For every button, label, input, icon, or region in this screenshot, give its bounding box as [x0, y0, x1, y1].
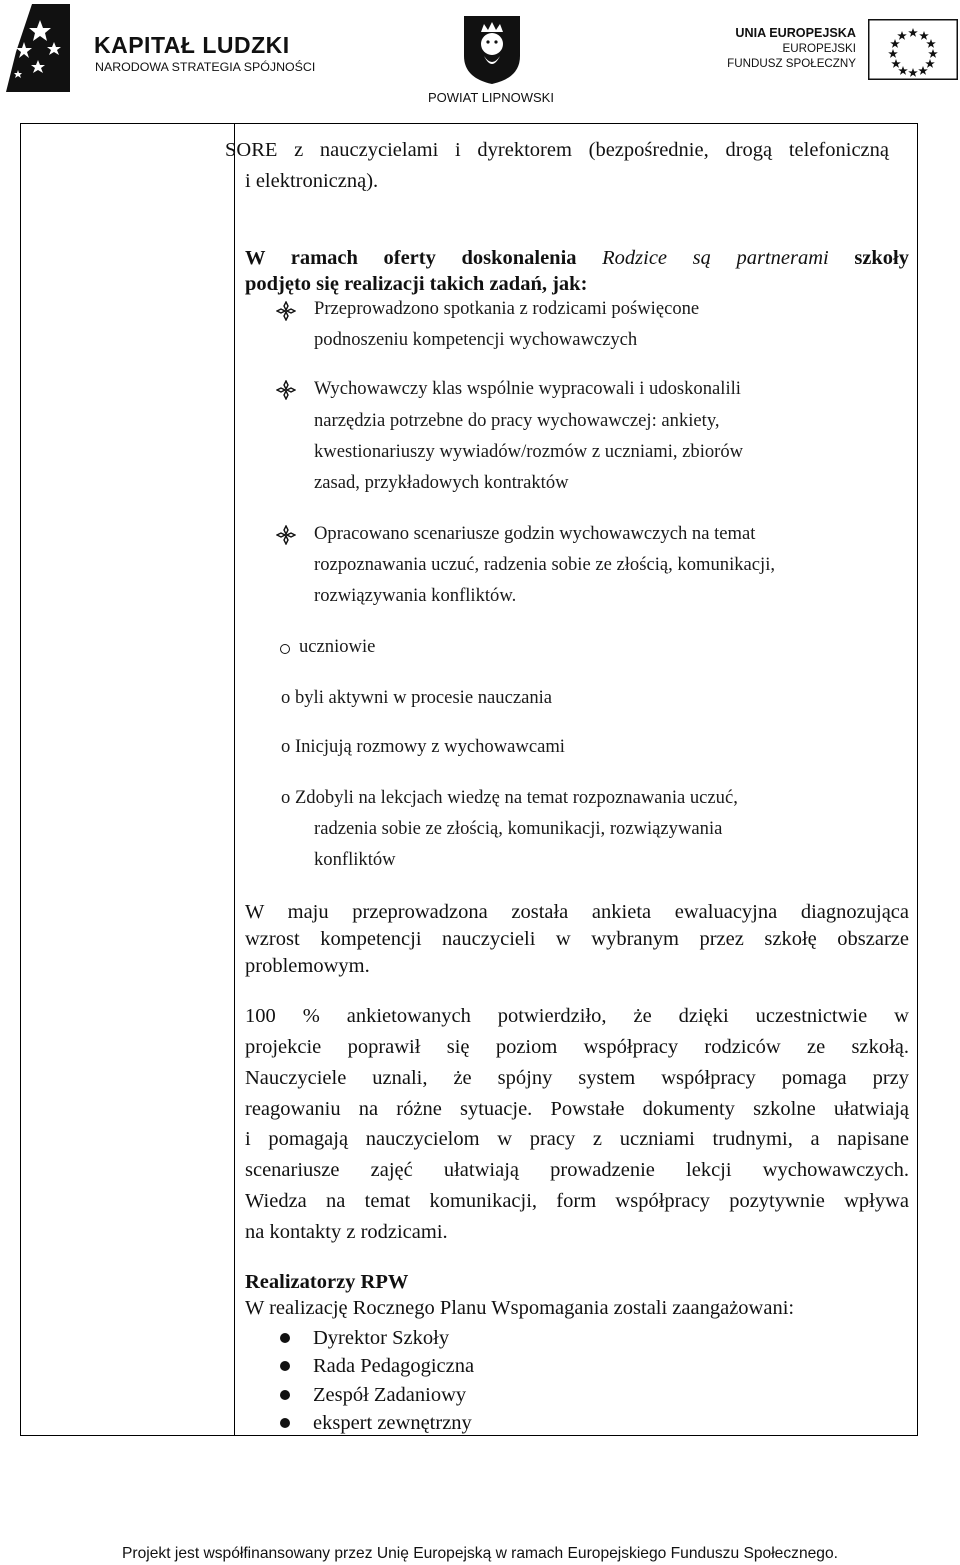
offer-line-2: podjęto się realizacji takich zadań, jak:: [245, 273, 588, 295]
diamond-item-2-line-3: kwestionariuszy wywiadów/rozmów z uczniami, zbiorów: [314, 441, 744, 462]
diamond-item-2-line-1: Wychowawczy klas wspólnie wypracowali i udoskonalili: [314, 378, 741, 399]
student-item-3: o Zdobyli na lekcjach wiedzę na temat rozpoznawania uczuć,: [281, 787, 738, 808]
diamond-item-3-line-2: rozpoznawania uczuć, radzenia sobie ze złością, komunikacji,: [314, 554, 776, 575]
realizers-title: Realizatorzy RPW: [245, 1271, 409, 1293]
eu-label: [727, 26, 856, 71]
result-line-3: Nauczyciele uznali, że spójny system współpracy pomaga przy: [245, 1067, 909, 1089]
bullet-icon: [280, 1333, 290, 1343]
realizers-intro: W realizację Rocznego Planu Wspomagania zostali zaangażowani:: [245, 1297, 795, 1319]
powiat-crest-icon: [462, 14, 522, 86]
kapital-ludzki-subtitle: NARODOWA STRATEGIA SPÓJNOŚCI: [95, 60, 316, 74]
result-line-4: reagowaniu na różne sytuacje. Powstałe dokumenty szkolne ułatwiają: [245, 1098, 909, 1120]
students-label: uczniowie: [299, 636, 376, 657]
diamond-item-2-line-4: zasad, przykładowych kontraktów: [314, 472, 569, 493]
result-line-7: Wiedza na temat komunikacji, form współpracy pozytywnie wpływa: [245, 1190, 909, 1212]
diamond-item-1-line-1: Przeprowadzono spotkania z rodzicami poświęcone: [314, 298, 700, 319]
result-line-5: i pomagają nauczycielom w pracy z uczniami trudnymi, a napisane: [245, 1128, 909, 1150]
eu-flag-icon: [868, 19, 958, 80]
survey-line-3: problemowym.: [245, 955, 370, 977]
bullet-icon: [280, 1361, 290, 1371]
kapital-ludzki-logo: [4, 2, 72, 94]
student-item-2: o Inicjują rozmowy z wychowawcami: [281, 736, 565, 757]
realizer-item-4: ekspert zewnętrzny: [313, 1412, 472, 1434]
intro-line-2: i elektroniczną).: [245, 170, 379, 192]
survey-line-1: W maju przeprowadzona została ankieta ewaluacyjna diagnozująca: [245, 901, 909, 923]
eu-line-1: UNIA EUROPEJSKA: [735, 26, 856, 40]
offer-suffix: szkoły: [854, 247, 910, 269]
realizer-item-2: Rada Pedagogiczna: [313, 1355, 475, 1377]
result-line-2: projekcie poprawił się poziom współpracy rodziców ze szkołą.: [245, 1036, 909, 1058]
diamond-item-1-line-2: podnoszeniu kompetencji wychowawczych: [314, 329, 638, 350]
diamond-item-2-line-2: narzędzia potrzebne do pracy wychowawczej: ankiety,: [314, 410, 720, 431]
intro-line-1: SORE z nauczycielami i dyrektorem (bezpośrednie, drogą telefoniczną: [225, 139, 889, 161]
result-line-6: scenariusze zajęć ułatwiają prowadzenie lekcji wychowawczych.: [245, 1159, 909, 1181]
bullet-icon: [280, 1418, 290, 1428]
diamond-bullet-icon: [276, 525, 296, 545]
bullet-icon: [280, 1390, 290, 1400]
diamond-bullet-icon: [276, 301, 296, 321]
student-item-3-cont-2: konfliktów: [314, 849, 396, 870]
eu-line-2: EUROPEJSKI: [782, 42, 856, 55]
diamond-bullet-icon: [276, 380, 296, 400]
student-item-1: o byli aktywni w procesie nauczania: [281, 687, 553, 708]
offer-prefix: W ramach oferty doskonalenia: [245, 247, 577, 269]
survey-line-2: wzrost kompetencji nauczycieli w wybranym przez szkołę obszarze: [245, 928, 909, 950]
page-header: [0, 0, 960, 110]
result-line-8: na kontakty z rodzicami.: [245, 1221, 448, 1243]
kapital-ludzki-title: KAPITAŁ LUDZKI: [94, 32, 290, 58]
content-table: [20, 123, 918, 1436]
circle-bullet-icon: [280, 644, 290, 654]
result-line-1: 100 % ankietowanych potwierdziło, że dzięki uczestnictwie w: [245, 1005, 909, 1027]
offer-italic: Rodzice są partnerami: [602, 247, 829, 269]
page-footer: Projekt jest współfinansowany przez Unię Europejską w ramach Europejskiego Funduszu Społecznego.: [122, 1545, 838, 1562]
realizer-item-3: Zespół Zadaniowy: [313, 1384, 467, 1406]
column-divider: [234, 124, 235, 1435]
eu-line-3: FUNDUSZ SPOŁECZNY: [727, 57, 856, 70]
diamond-item-3-line-1: Opracowano scenariusze godzin wychowawczych na temat: [314, 523, 756, 544]
diamond-item-3-line-3: rozwiązywania konfliktów.: [314, 585, 517, 606]
offer-line-1: [245, 248, 909, 269]
powiat-label: POWIAT LIPNOWSKI: [428, 90, 554, 105]
realizer-item-1: Dyrektor Szkoły: [313, 1327, 450, 1349]
student-item-3-cont-1: radzenia sobie ze złością, komunikacji, rozwiązywania: [314, 818, 723, 839]
